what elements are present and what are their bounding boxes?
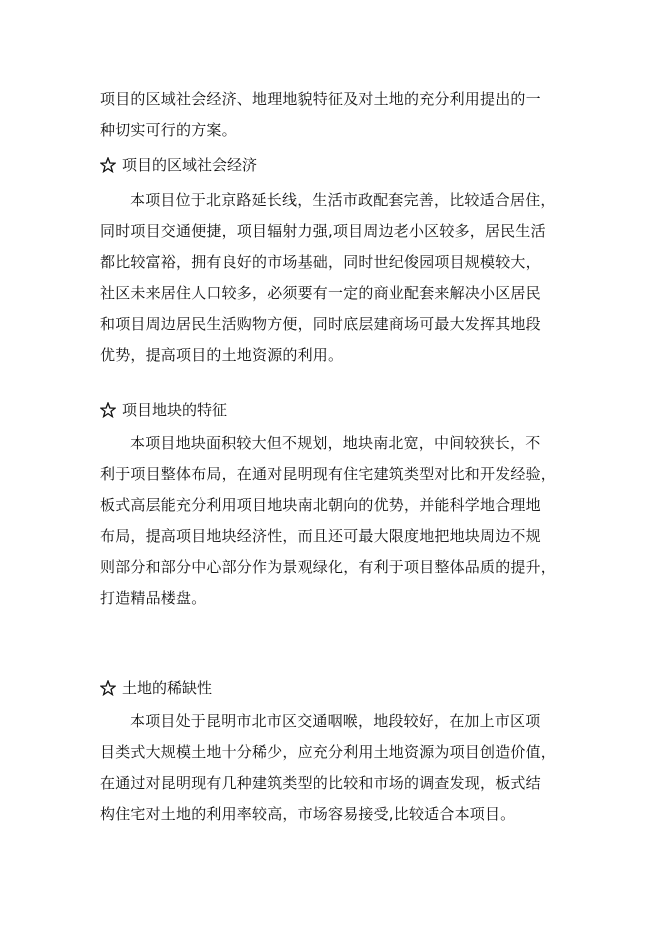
section-heading-text: 土地的稀缺性	[122, 679, 213, 697]
section-heading-land-scarcity	[100, 676, 212, 700]
section-body-regional-economy: 本项目位于北京路延长线，生活市政配套完善，比较适合居住， 同时项目交通便捷，项目辐射力强,项目周边老小区较多，居民生活 都比较富裕，拥有良好的市场基础，同时世纪俊园项目规模较大， 社区未来居住人口较多，必须要有一定的商业配套来解决小区居民 和项目周边居民生活购物方便，同时底层建商场可最大发挥其地段 优势，提高项目的土地资源的利用。	[100, 191, 556, 364]
section-heading-plot-features	[100, 398, 227, 422]
intro-paragraph: 项目的区域社会经济、地理地貌特征及对土地的充分利用提出的一 种切实可行的方案。	[100, 90, 541, 139]
section-heading-text: 项目地块的特征	[122, 401, 228, 419]
star-outline-icon	[100, 157, 116, 173]
section-heading-regional-economy	[100, 153, 257, 177]
star-outline-icon	[100, 680, 116, 696]
section-heading-text: 项目的区域社会经济	[122, 156, 258, 174]
section-body-land-scarcity: 本项目处于昆明市北市区交通咽喉，地段较好，在加上市区项 目类式大规模土地十分稀少，应充分利用土地资源为项目创造价值， 在通过对昆明现有几种建筑类型的比较和市场的调查发现，板式结 构住宅对土地的利用率较高，市场容易接受,比较适合本项目。	[100, 712, 557, 823]
section-body-plot-features: 本项目地块面积较大但不规划，地块南北宽，中间较狭长，不 利于项目整体布局，在通对昆明现有住宅建筑类型对比和开发经验， 板式高层能充分利用项目地块南北朝向的优势，并能科学地合理地 布局，提高项目地块经济性，而且还可最大限度地把地块周边不规 则部分和部分中心部分作为景观绿化，有利于项目整体品质的提升， 打造精品楼盘。	[100, 434, 557, 607]
star-outline-icon	[100, 402, 116, 418]
